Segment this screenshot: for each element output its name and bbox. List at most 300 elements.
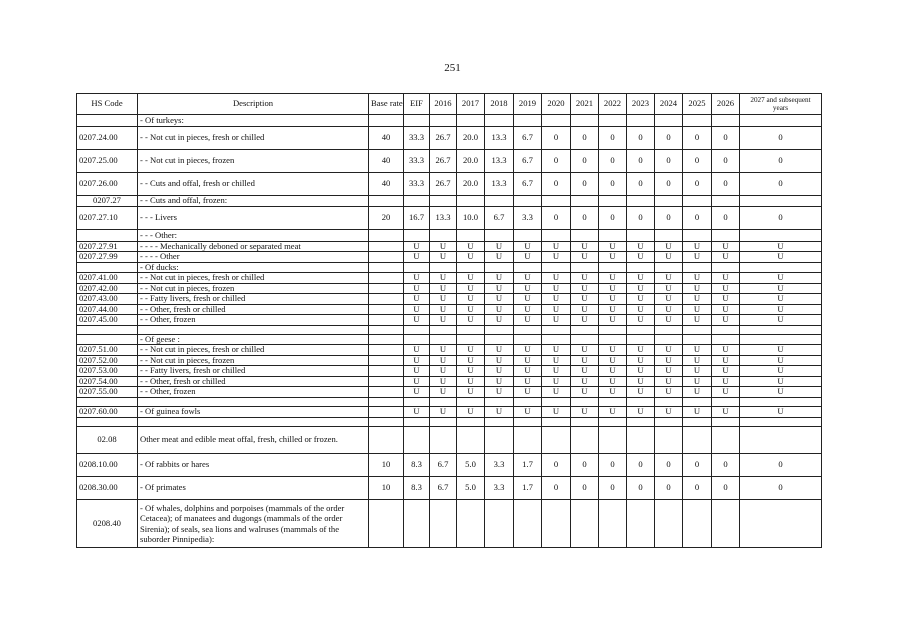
rate-cell [683, 500, 712, 548]
rate-cell: U [599, 366, 627, 377]
rate-cell [514, 418, 542, 427]
rate-cell: U [627, 345, 655, 356]
rate-cell [571, 418, 599, 427]
hs-code-cell: 0207.26.00 [77, 172, 138, 195]
hs-code-cell [77, 325, 138, 334]
rate-cell: 33.3 [404, 172, 430, 195]
rate-cell: U [627, 315, 655, 326]
rate-cell [430, 262, 457, 273]
rate-cell: U [627, 304, 655, 315]
hs-code-cell [77, 418, 138, 427]
rate-cell: U [457, 252, 485, 263]
rate-cell: 0 [627, 172, 655, 195]
rate-cell: U [457, 355, 485, 366]
rate-cell [542, 418, 571, 427]
rate-cell [430, 418, 457, 427]
description-cell: - - Not cut in pieces, fresh or chilled [138, 126, 369, 149]
rate-cell: 0 [627, 207, 655, 230]
column-header: 2024 [655, 94, 683, 115]
rate-cell: U [457, 366, 485, 377]
rate-cell: U [430, 387, 457, 398]
rate-cell [514, 500, 542, 548]
rate-cell: 0 [571, 172, 599, 195]
hs-code-cell: 0207.45.00 [77, 315, 138, 326]
rate-cell [571, 500, 599, 548]
rate-cell [627, 500, 655, 548]
description-cell: - - - - Mechanically deboned or separated meat [138, 241, 369, 252]
table-row [77, 283, 822, 294]
rate-cell: U [485, 294, 514, 305]
table-row [77, 115, 822, 127]
rate-cell: U [514, 355, 542, 366]
description-cell: - Of whales, dolphins and porpoises (mammals of the order Cetacea); of manatees and dugongs (mammals of the order Sirenia); of seals, sea lions and walruses (mammals of the suborder Pinnipedia): [138, 500, 369, 548]
description-cell: - - Cuts and offal, fresh or chilled [138, 172, 369, 195]
rate-cell [369, 241, 404, 252]
rate-cell: U [599, 376, 627, 387]
rate-cell [683, 115, 712, 127]
rate-cell: U [627, 387, 655, 398]
rate-cell: U [712, 387, 740, 398]
description-cell: - - Other, fresh or chilled [138, 376, 369, 387]
rate-cell: U [430, 315, 457, 326]
rate-cell [712, 500, 740, 548]
rate-cell: U [712, 304, 740, 315]
rate-cell: 8.3 [404, 477, 430, 500]
rate-cell [599, 230, 627, 242]
rate-cell [627, 397, 655, 406]
rate-cell: U [514, 304, 542, 315]
rate-cell: 0 [542, 207, 571, 230]
rate-cell: 0 [712, 172, 740, 195]
hs-code-cell: 0207.60.00 [77, 406, 138, 418]
rate-cell [430, 500, 457, 548]
rate-cell: U [514, 252, 542, 263]
rate-cell: U [740, 283, 822, 294]
description-cell: - - Other, frozen [138, 387, 369, 398]
rate-cell: U [542, 304, 571, 315]
rate-cell: 26.7 [430, 149, 457, 172]
rate-cell: U [655, 387, 683, 398]
description-cell: - - Not cut in pieces, fresh or chilled [138, 345, 369, 356]
rate-cell: U [571, 241, 599, 252]
rate-cell [369, 397, 404, 406]
rate-cell: U [571, 283, 599, 294]
rate-cell: U [404, 273, 430, 284]
rate-cell: 8.3 [404, 454, 430, 477]
rate-cell: 20.0 [457, 149, 485, 172]
rate-cell: 0 [542, 149, 571, 172]
rate-cell: U [712, 345, 740, 356]
rate-cell: 0 [740, 172, 822, 195]
table-row [77, 418, 822, 427]
tariff-schedule-table [76, 93, 822, 548]
rate-cell [485, 334, 514, 345]
rate-cell: U [740, 294, 822, 305]
hs-code-cell: 0207.24.00 [77, 126, 138, 149]
rate-cell [369, 230, 404, 242]
rate-cell [571, 195, 599, 207]
hs-code-cell: 0207.27.91 [77, 241, 138, 252]
rate-cell [369, 283, 404, 294]
rate-cell [712, 334, 740, 345]
table-row [77, 149, 822, 172]
hs-code-cell [77, 230, 138, 242]
rate-cell [369, 115, 404, 127]
rate-cell [655, 115, 683, 127]
rate-cell: U [514, 283, 542, 294]
rate-cell [542, 325, 571, 334]
hs-code-cell: 0207.27.99 [77, 252, 138, 263]
table-row [77, 406, 822, 418]
rate-cell [627, 230, 655, 242]
rate-cell [542, 262, 571, 273]
rate-cell: U [485, 283, 514, 294]
rate-cell [542, 195, 571, 207]
column-header: 2023 [627, 94, 655, 115]
table-row [77, 477, 822, 500]
rate-cell: U [712, 273, 740, 284]
rate-cell [542, 334, 571, 345]
rate-cell [457, 115, 485, 127]
rate-cell: U [740, 376, 822, 387]
rate-cell: U [655, 252, 683, 263]
rate-cell [683, 195, 712, 207]
rate-cell [542, 427, 571, 454]
rate-cell [369, 427, 404, 454]
hs-code-cell [77, 115, 138, 127]
rate-cell: 0 [542, 126, 571, 149]
table-row [77, 397, 822, 406]
hs-code-cell: 0207.42.00 [77, 283, 138, 294]
description-cell [138, 397, 369, 406]
rate-cell: 0 [740, 207, 822, 230]
table-row [77, 207, 822, 230]
rate-cell: U [430, 273, 457, 284]
description-cell: Other meat and edible meat offal, fresh, chilled or frozen. [138, 427, 369, 454]
rate-cell: U [514, 387, 542, 398]
rate-cell: U [514, 376, 542, 387]
rate-cell [627, 418, 655, 427]
table-row [77, 195, 822, 207]
rate-cell [683, 230, 712, 242]
rate-cell: U [712, 283, 740, 294]
rate-cell [404, 195, 430, 207]
hs-code-cell: 0207.25.00 [77, 149, 138, 172]
rate-cell: 13.3 [485, 126, 514, 149]
rate-cell [599, 195, 627, 207]
rate-cell: 5.0 [457, 477, 485, 500]
rate-cell: U [485, 241, 514, 252]
hs-code-cell: 0208.30.00 [77, 477, 138, 500]
rate-cell [457, 325, 485, 334]
rate-cell: U [457, 345, 485, 356]
rate-cell: 6.7 [430, 477, 457, 500]
table-row [77, 427, 822, 454]
description-cell: - - Cuts and offal, frozen: [138, 195, 369, 207]
table-row [77, 262, 822, 273]
description-cell [138, 325, 369, 334]
rate-cell: U [430, 241, 457, 252]
rate-cell: 0 [740, 477, 822, 500]
description-cell: - - Other, fresh or chilled [138, 304, 369, 315]
rate-cell: U [740, 355, 822, 366]
rate-cell: U [683, 366, 712, 377]
rate-cell: U [712, 252, 740, 263]
column-header: 2019 [514, 94, 542, 115]
description-cell [138, 418, 369, 427]
rate-cell: 0 [599, 207, 627, 230]
hs-code-cell: 0207.53.00 [77, 366, 138, 377]
rate-cell: 5.0 [457, 454, 485, 477]
rate-cell [485, 262, 514, 273]
table-row [77, 315, 822, 326]
rate-cell [457, 195, 485, 207]
column-header: Base rate [369, 94, 404, 115]
rate-cell: 0 [627, 454, 655, 477]
rate-cell [599, 262, 627, 273]
rate-cell [599, 334, 627, 345]
rate-cell [655, 195, 683, 207]
rate-cell [485, 500, 514, 548]
rate-cell [712, 262, 740, 273]
rate-cell: U [404, 252, 430, 263]
rate-cell: U [571, 345, 599, 356]
rate-cell: 0 [571, 149, 599, 172]
column-header: 2018 [485, 94, 514, 115]
rate-cell: U [430, 283, 457, 294]
hs-code-cell [77, 397, 138, 406]
rate-cell [683, 262, 712, 273]
rate-cell: U [485, 315, 514, 326]
rate-cell [683, 397, 712, 406]
hs-code-cell: 0207.52.00 [77, 355, 138, 366]
rate-cell [404, 262, 430, 273]
table-row [77, 366, 822, 377]
rate-cell: U [655, 304, 683, 315]
hs-code-cell: 02.08 [77, 427, 138, 454]
description-cell: - - Not cut in pieces, frozen [138, 283, 369, 294]
rate-cell: U [514, 294, 542, 305]
rate-cell [542, 230, 571, 242]
column-header: 2025 [683, 94, 712, 115]
rate-cell: U [571, 366, 599, 377]
rate-cell [485, 195, 514, 207]
description-cell: - - Fatty livers, fresh or chilled [138, 366, 369, 377]
rate-cell: U [740, 345, 822, 356]
rate-cell: U [514, 241, 542, 252]
table-row [77, 345, 822, 356]
table-row [77, 355, 822, 366]
rate-cell [740, 418, 822, 427]
rate-cell [430, 427, 457, 454]
rate-cell [430, 325, 457, 334]
rate-cell [712, 230, 740, 242]
rate-cell [683, 334, 712, 345]
rate-cell: U [627, 376, 655, 387]
column-header: Description [138, 94, 369, 115]
description-cell: - - Not cut in pieces, frozen [138, 355, 369, 366]
rate-cell: 1.7 [514, 454, 542, 477]
rate-cell [712, 115, 740, 127]
rate-cell: U [740, 406, 822, 418]
rate-cell: 26.7 [430, 126, 457, 149]
rate-cell: U [571, 376, 599, 387]
rate-cell: 40 [369, 172, 404, 195]
rate-cell: U [485, 304, 514, 315]
rate-cell [599, 418, 627, 427]
rate-cell: U [655, 376, 683, 387]
rate-cell: U [712, 406, 740, 418]
table-row [77, 325, 822, 334]
rate-cell [514, 334, 542, 345]
rate-cell: U [457, 304, 485, 315]
rate-cell [627, 427, 655, 454]
rate-cell [627, 115, 655, 127]
rate-cell: 3.3 [485, 477, 514, 500]
rate-cell: 0 [542, 454, 571, 477]
rate-cell: U [457, 376, 485, 387]
rate-cell: U [542, 387, 571, 398]
rate-cell: 0 [542, 477, 571, 500]
rate-cell [404, 500, 430, 548]
rate-cell [599, 500, 627, 548]
rate-cell: U [627, 355, 655, 366]
rate-cell: U [571, 294, 599, 305]
rate-cell [683, 418, 712, 427]
rate-cell: U [430, 294, 457, 305]
rate-cell [485, 115, 514, 127]
table-row [77, 273, 822, 284]
rate-cell: U [404, 366, 430, 377]
rate-cell [369, 406, 404, 418]
rate-cell: U [683, 345, 712, 356]
column-header: 2016 [430, 94, 457, 115]
rate-cell: U [683, 294, 712, 305]
rate-cell: 0 [740, 454, 822, 477]
rate-cell [740, 427, 822, 454]
rate-cell: U [404, 283, 430, 294]
description-cell: - - Not cut in pieces, fresh or chilled [138, 273, 369, 284]
rate-cell: 0 [683, 207, 712, 230]
rate-cell: 0 [599, 149, 627, 172]
rate-cell: 0 [655, 454, 683, 477]
rate-cell [514, 397, 542, 406]
rate-cell [655, 262, 683, 273]
rate-cell: U [712, 376, 740, 387]
rate-cell: U [599, 315, 627, 326]
column-header: HS Code [77, 94, 138, 115]
description-cell: - - Not cut in pieces, frozen [138, 149, 369, 172]
rate-cell: U [542, 315, 571, 326]
rate-cell: 13.3 [430, 207, 457, 230]
column-header: EIF [404, 94, 430, 115]
rate-cell: 0 [712, 126, 740, 149]
rate-cell: 0 [627, 126, 655, 149]
rate-cell [457, 230, 485, 242]
rate-cell: U [712, 315, 740, 326]
rate-cell [571, 115, 599, 127]
rate-cell: 33.3 [404, 126, 430, 149]
rate-cell [683, 325, 712, 334]
rate-cell: U [655, 355, 683, 366]
rate-cell: U [404, 345, 430, 356]
rate-cell [404, 230, 430, 242]
rate-cell: U [655, 273, 683, 284]
rate-cell: U [457, 387, 485, 398]
rate-cell: U [542, 345, 571, 356]
rate-cell [599, 325, 627, 334]
rate-cell: U [627, 283, 655, 294]
rate-cell [740, 195, 822, 207]
rate-cell: 0 [542, 172, 571, 195]
description-cell: - Of ducks: [138, 262, 369, 273]
rate-cell [571, 397, 599, 406]
rate-cell [740, 325, 822, 334]
rate-cell: U [430, 252, 457, 263]
rate-cell: U [683, 241, 712, 252]
rate-cell: U [599, 387, 627, 398]
rate-cell: U [404, 315, 430, 326]
rate-cell [514, 195, 542, 207]
rate-cell: 10.0 [457, 207, 485, 230]
rate-cell: U [404, 387, 430, 398]
rate-cell [655, 334, 683, 345]
rate-cell [404, 427, 430, 454]
rate-cell: U [430, 345, 457, 356]
rate-cell: 3.3 [514, 207, 542, 230]
rate-cell: U [404, 241, 430, 252]
rate-cell [599, 427, 627, 454]
rate-cell [457, 427, 485, 454]
rate-cell: 33.3 [404, 149, 430, 172]
rate-cell [369, 195, 404, 207]
rate-cell: 0 [655, 149, 683, 172]
rate-cell: 10 [369, 477, 404, 500]
rate-cell: U [514, 345, 542, 356]
rate-cell: U [457, 283, 485, 294]
rate-cell [369, 262, 404, 273]
rate-cell: 6.7 [430, 454, 457, 477]
rate-cell [740, 115, 822, 127]
rate-cell [655, 500, 683, 548]
rate-cell: U [655, 406, 683, 418]
rate-cell: U [514, 273, 542, 284]
rate-cell [542, 115, 571, 127]
rate-cell [740, 500, 822, 548]
rate-cell [712, 195, 740, 207]
rate-cell: U [712, 294, 740, 305]
rate-cell: U [599, 406, 627, 418]
rate-cell [404, 334, 430, 345]
table-body [77, 115, 822, 548]
rate-cell [599, 397, 627, 406]
rate-cell: U [485, 406, 514, 418]
rate-cell: 10 [369, 454, 404, 477]
rate-cell: U [457, 273, 485, 284]
table-header-row [77, 94, 822, 115]
rate-cell: U [485, 252, 514, 263]
rate-cell: U [542, 376, 571, 387]
rate-cell [655, 230, 683, 242]
rate-cell: U [514, 406, 542, 418]
rate-cell [571, 325, 599, 334]
rate-cell [430, 195, 457, 207]
rate-cell: 0 [683, 149, 712, 172]
rate-cell [430, 230, 457, 242]
rate-cell: 0 [683, 477, 712, 500]
rate-cell [369, 304, 404, 315]
rate-cell [457, 262, 485, 273]
